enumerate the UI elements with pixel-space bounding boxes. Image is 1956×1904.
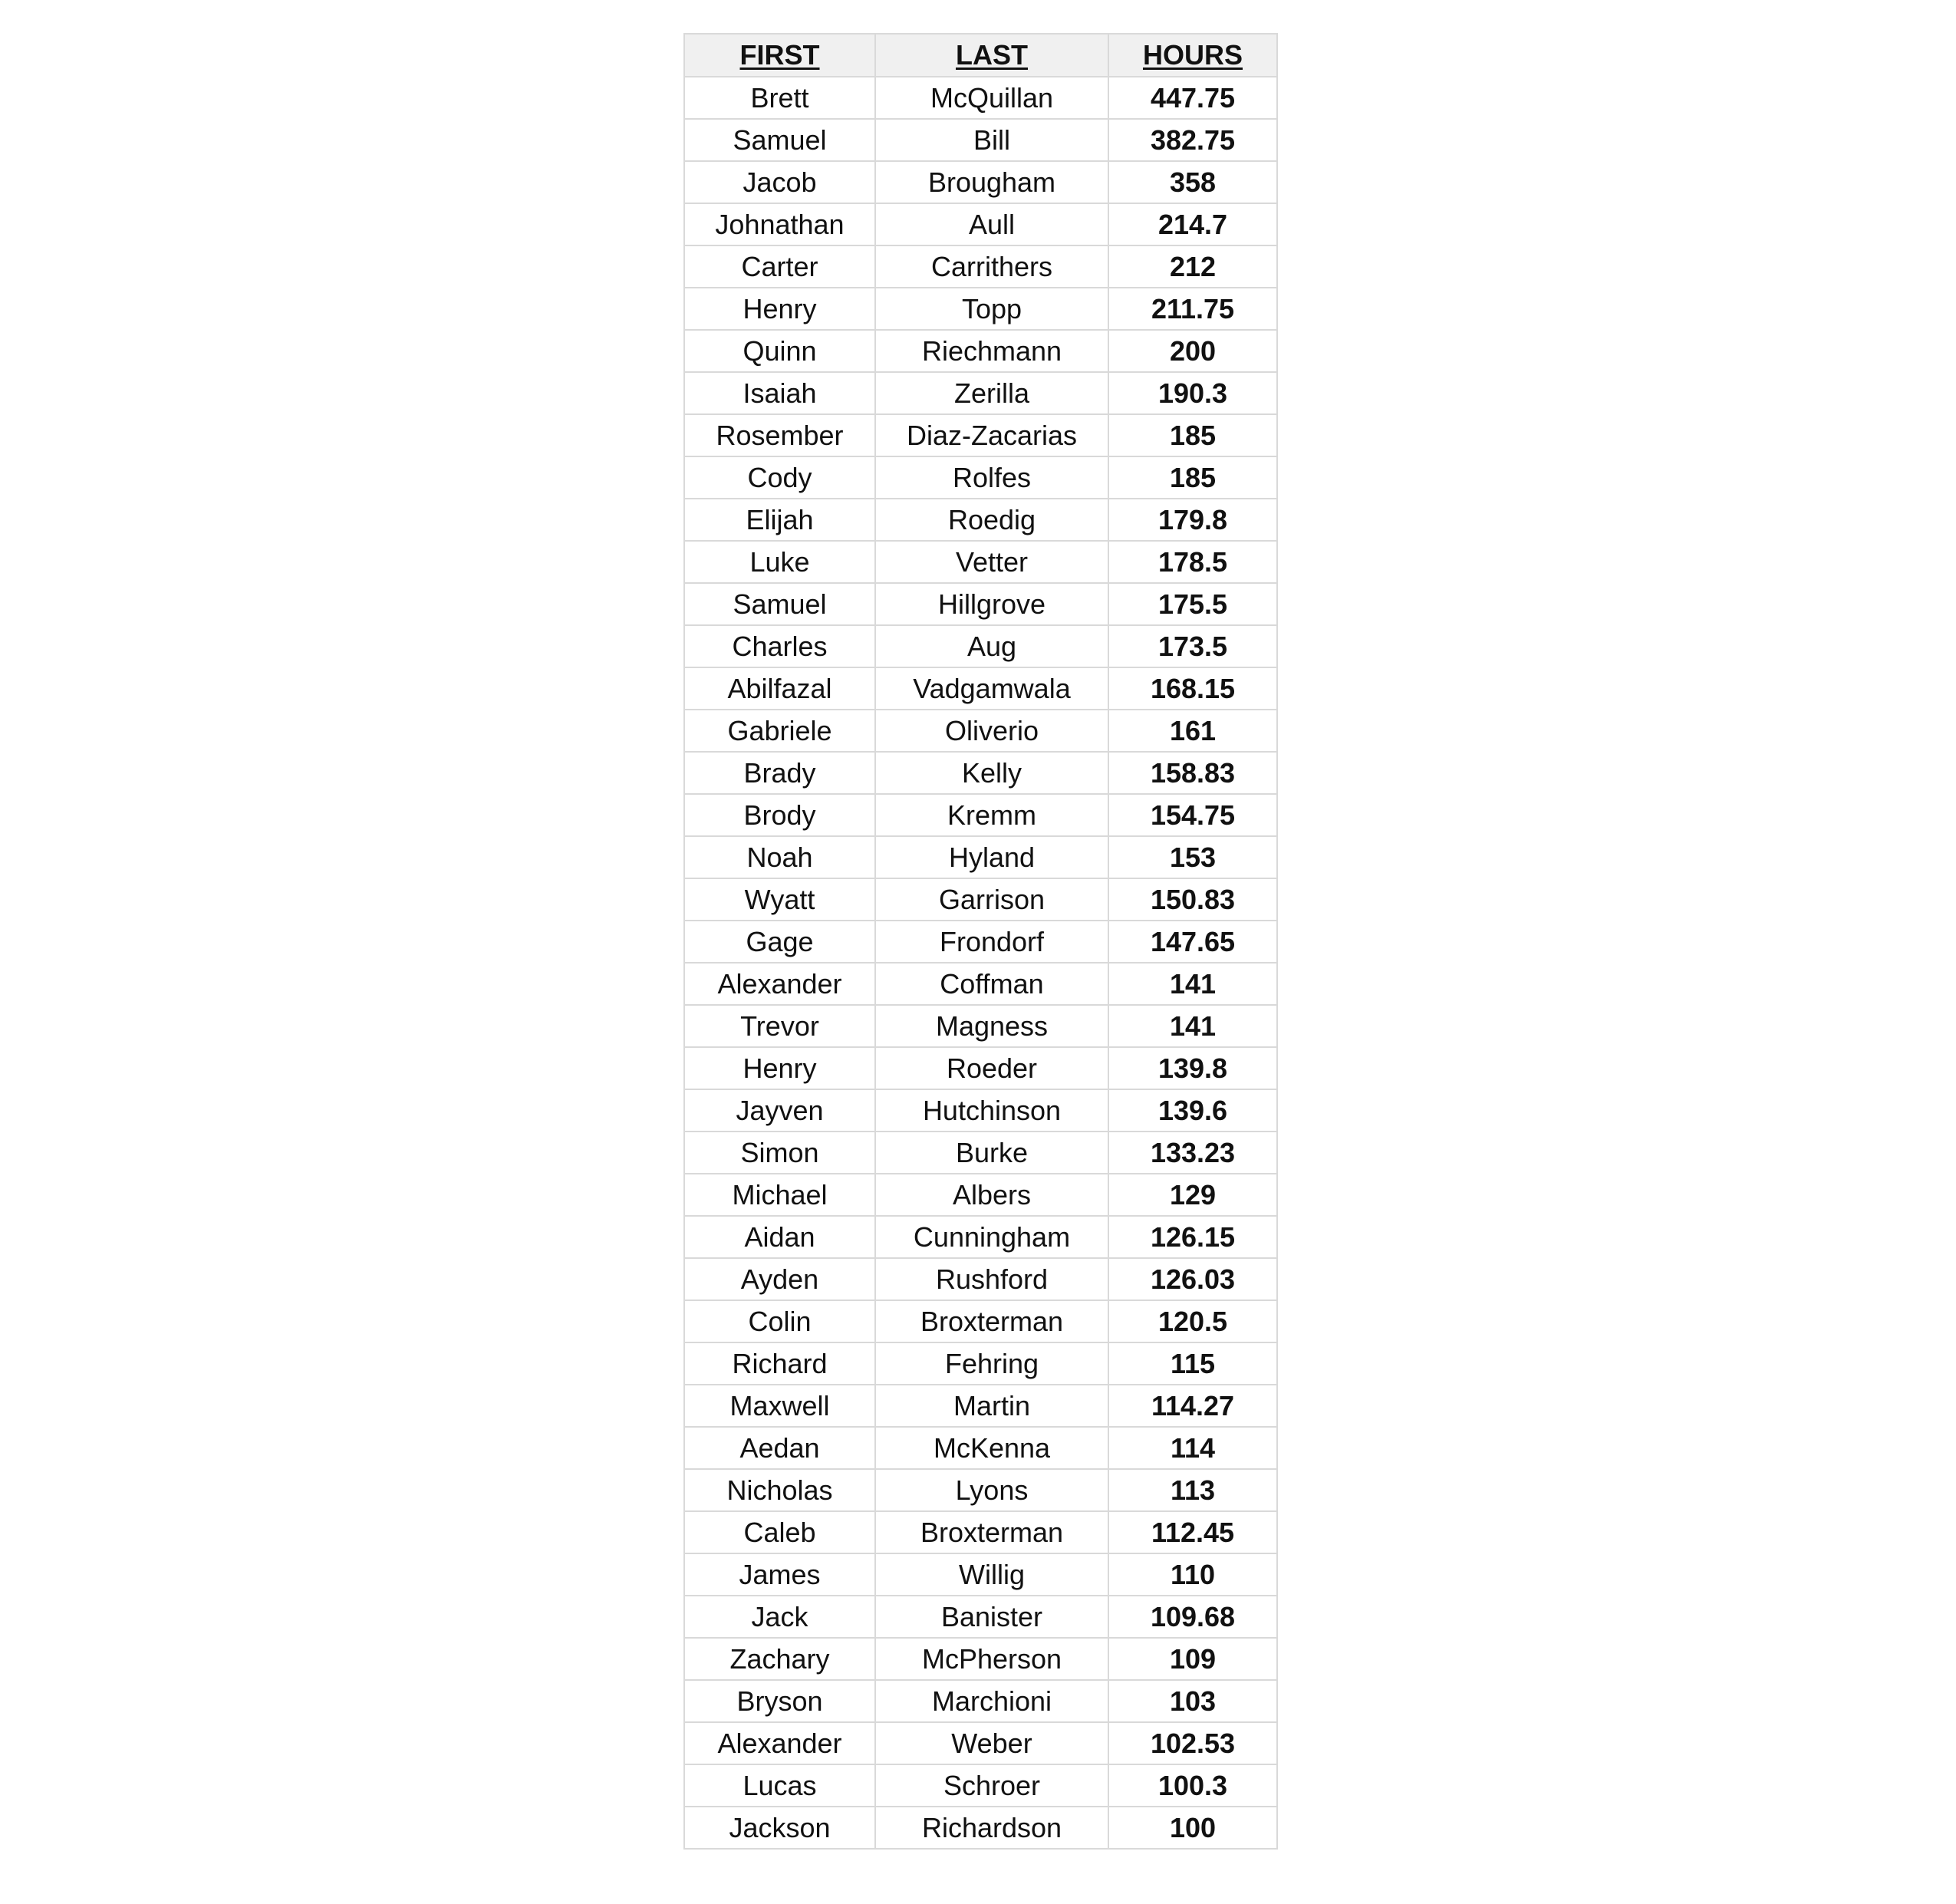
table-row bbox=[684, 161, 1277, 203]
hours-cell: 173.5 bbox=[1108, 625, 1277, 667]
table-row bbox=[684, 119, 1277, 161]
hours-cell: 147.65 bbox=[1108, 921, 1277, 963]
first-name-cell: Alexander bbox=[684, 1722, 875, 1764]
first-name-cell: Samuel bbox=[684, 583, 875, 625]
header-last: LAST bbox=[875, 34, 1108, 77]
first-name-cell: Carter bbox=[684, 245, 875, 288]
table-row bbox=[684, 1427, 1277, 1469]
first-name-cell: Samuel bbox=[684, 119, 875, 161]
first-name-cell: Noah bbox=[684, 836, 875, 878]
last-name-cell: Roeder bbox=[875, 1047, 1108, 1089]
first-name-cell: Aedan bbox=[684, 1427, 875, 1469]
hours-cell: 447.75 bbox=[1108, 77, 1277, 119]
table-row bbox=[684, 1047, 1277, 1089]
table-row bbox=[684, 752, 1277, 794]
last-name-cell: Zerilla bbox=[875, 372, 1108, 414]
first-name-cell: Henry bbox=[684, 288, 875, 330]
table-row bbox=[684, 1342, 1277, 1385]
last-name-cell: Aull bbox=[875, 203, 1108, 245]
first-name-cell: Jack bbox=[684, 1596, 875, 1638]
last-name-cell: Topp bbox=[875, 288, 1108, 330]
first-name-cell: Jacob bbox=[684, 161, 875, 203]
first-name-cell: Abilfazal bbox=[684, 667, 875, 710]
table-row bbox=[684, 1638, 1277, 1680]
last-name-cell: Schroer bbox=[875, 1764, 1108, 1807]
first-name-cell: Simon bbox=[684, 1132, 875, 1174]
hours-cell: 126.03 bbox=[1108, 1258, 1277, 1300]
last-name-cell: Rushford bbox=[875, 1258, 1108, 1300]
last-name-cell: Banister bbox=[875, 1596, 1108, 1638]
first-name-cell: Cody bbox=[684, 456, 875, 499]
last-name-cell: Frondorf bbox=[875, 921, 1108, 963]
first-name-cell: Alexander bbox=[684, 963, 875, 1005]
last-name-cell: McKenna bbox=[875, 1427, 1108, 1469]
table-row bbox=[684, 414, 1277, 456]
last-name-cell: Broxterman bbox=[875, 1511, 1108, 1553]
first-name-cell: Caleb bbox=[684, 1511, 875, 1553]
first-name-cell: Richard bbox=[684, 1342, 875, 1385]
table-row bbox=[684, 1174, 1277, 1216]
first-name-cell: Colin bbox=[684, 1300, 875, 1342]
last-name-cell: Diaz-Zacarias bbox=[875, 414, 1108, 456]
hours-cell: 133.23 bbox=[1108, 1132, 1277, 1174]
header-hours: HOURS bbox=[1108, 34, 1277, 77]
last-name-cell: Hyland bbox=[875, 836, 1108, 878]
table-row bbox=[684, 1553, 1277, 1596]
last-name-cell: Vetter bbox=[875, 541, 1108, 583]
last-name-cell: Broxterman bbox=[875, 1300, 1108, 1342]
table-row bbox=[684, 1764, 1277, 1807]
hours-cell: 154.75 bbox=[1108, 794, 1277, 836]
last-name-cell: Hutchinson bbox=[875, 1089, 1108, 1132]
hours-cell: 153 bbox=[1108, 836, 1277, 878]
header-row bbox=[684, 34, 1277, 77]
last-name-cell: Garrison bbox=[875, 878, 1108, 921]
table-row bbox=[684, 541, 1277, 583]
table-body bbox=[684, 77, 1277, 1849]
table-row bbox=[684, 836, 1277, 878]
hours-cell: 103 bbox=[1108, 1680, 1277, 1722]
hours-cell: 179.8 bbox=[1108, 499, 1277, 541]
first-name-cell: Brady bbox=[684, 752, 875, 794]
hours-cell: 129 bbox=[1108, 1174, 1277, 1216]
first-name-cell: Zachary bbox=[684, 1638, 875, 1680]
first-name-cell: Charles bbox=[684, 625, 875, 667]
first-name-cell: Ayden bbox=[684, 1258, 875, 1300]
first-name-cell: Wyatt bbox=[684, 878, 875, 921]
table-row bbox=[684, 245, 1277, 288]
hours-cell: 212 bbox=[1108, 245, 1277, 288]
table-row bbox=[684, 1469, 1277, 1511]
table-row bbox=[684, 1005, 1277, 1047]
hours-cell: 114.27 bbox=[1108, 1385, 1277, 1427]
last-name-cell: Brougham bbox=[875, 161, 1108, 203]
last-name-cell: Weber bbox=[875, 1722, 1108, 1764]
hours-cell: 150.83 bbox=[1108, 878, 1277, 921]
first-name-cell: Quinn bbox=[684, 330, 875, 372]
table-row bbox=[684, 794, 1277, 836]
last-name-cell: Carrithers bbox=[875, 245, 1108, 288]
table-row bbox=[684, 456, 1277, 499]
hours-cell: 141 bbox=[1108, 1005, 1277, 1047]
hours-cell: 211.75 bbox=[1108, 288, 1277, 330]
hours-cell: 113 bbox=[1108, 1469, 1277, 1511]
last-name-cell: Albers bbox=[875, 1174, 1108, 1216]
hours-cell: 141 bbox=[1108, 963, 1277, 1005]
table-row bbox=[684, 372, 1277, 414]
hours-cell: 114 bbox=[1108, 1427, 1277, 1469]
table-row bbox=[684, 1511, 1277, 1553]
table-row bbox=[684, 1089, 1277, 1132]
hours-cell: 120.5 bbox=[1108, 1300, 1277, 1342]
hours-cell: 126.15 bbox=[1108, 1216, 1277, 1258]
hours-cell: 382.75 bbox=[1108, 119, 1277, 161]
last-name-cell: Cunningham bbox=[875, 1216, 1108, 1258]
table-row bbox=[684, 499, 1277, 541]
table-row bbox=[684, 77, 1277, 119]
table-row bbox=[684, 921, 1277, 963]
first-name-cell: Luke bbox=[684, 541, 875, 583]
first-name-cell: Lucas bbox=[684, 1764, 875, 1807]
hours-cell: 100.3 bbox=[1108, 1764, 1277, 1807]
table-row bbox=[684, 710, 1277, 752]
first-name-cell: Isaiah bbox=[684, 372, 875, 414]
table-row bbox=[684, 1300, 1277, 1342]
table-row bbox=[684, 878, 1277, 921]
table-row bbox=[684, 330, 1277, 372]
last-name-cell: Riechmann bbox=[875, 330, 1108, 372]
last-name-cell: Magness bbox=[875, 1005, 1108, 1047]
first-name-cell: Elijah bbox=[684, 499, 875, 541]
hours-cell: 161 bbox=[1108, 710, 1277, 752]
last-name-cell: Roedig bbox=[875, 499, 1108, 541]
first-name-cell: Jackson bbox=[684, 1807, 875, 1849]
last-name-cell: Kelly bbox=[875, 752, 1108, 794]
hours-cell: 190.3 bbox=[1108, 372, 1277, 414]
last-name-cell: Martin bbox=[875, 1385, 1108, 1427]
last-name-cell: Kremm bbox=[875, 794, 1108, 836]
hours-cell: 185 bbox=[1108, 414, 1277, 456]
hours-table bbox=[683, 33, 1278, 1850]
last-name-cell: McPherson bbox=[875, 1638, 1108, 1680]
table-row bbox=[684, 667, 1277, 710]
first-name-cell: Bryson bbox=[684, 1680, 875, 1722]
first-name-cell: Brett bbox=[684, 77, 875, 119]
table-row bbox=[684, 625, 1277, 667]
first-name-cell: Gabriele bbox=[684, 710, 875, 752]
last-name-cell: Fehring bbox=[875, 1342, 1108, 1385]
hours-cell: 100 bbox=[1108, 1807, 1277, 1849]
first-name-cell: Johnathan bbox=[684, 203, 875, 245]
hours-cell: 139.8 bbox=[1108, 1047, 1277, 1089]
last-name-cell: Willig bbox=[875, 1553, 1108, 1596]
first-name-cell: Henry bbox=[684, 1047, 875, 1089]
hours-cell: 112.45 bbox=[1108, 1511, 1277, 1553]
table-row bbox=[684, 1258, 1277, 1300]
table-row bbox=[684, 203, 1277, 245]
table-row bbox=[684, 1216, 1277, 1258]
table-row bbox=[684, 1596, 1277, 1638]
hours-cell: 109 bbox=[1108, 1638, 1277, 1680]
first-name-cell: Brody bbox=[684, 794, 875, 836]
hours-cell: 185 bbox=[1108, 456, 1277, 499]
last-name-cell: Burke bbox=[875, 1132, 1108, 1174]
first-name-cell: Gage bbox=[684, 921, 875, 963]
table-row bbox=[684, 1680, 1277, 1722]
last-name-cell: Bill bbox=[875, 119, 1108, 161]
table-row bbox=[684, 1132, 1277, 1174]
first-name-cell: Aidan bbox=[684, 1216, 875, 1258]
hours-cell: 110 bbox=[1108, 1553, 1277, 1596]
hours-cell: 168.15 bbox=[1108, 667, 1277, 710]
last-name-cell: Hillgrove bbox=[875, 583, 1108, 625]
hours-cell: 214.7 bbox=[1108, 203, 1277, 245]
header-first: FIRST bbox=[684, 34, 875, 77]
last-name-cell: Marchioni bbox=[875, 1680, 1108, 1722]
hours-cell: 358 bbox=[1108, 161, 1277, 203]
table-row bbox=[684, 1807, 1277, 1849]
last-name-cell: Lyons bbox=[875, 1469, 1108, 1511]
table-row bbox=[684, 288, 1277, 330]
hours-cell: 102.53 bbox=[1108, 1722, 1277, 1764]
last-name-cell: Oliverio bbox=[875, 710, 1108, 752]
last-name-cell: Rolfes bbox=[875, 456, 1108, 499]
first-name-cell: Trevor bbox=[684, 1005, 875, 1047]
last-name-cell: McQuillan bbox=[875, 77, 1108, 119]
hours-cell: 158.83 bbox=[1108, 752, 1277, 794]
first-name-cell: James bbox=[684, 1553, 875, 1596]
hours-cell: 115 bbox=[1108, 1342, 1277, 1385]
table-row bbox=[684, 1722, 1277, 1764]
hours-cell: 109.68 bbox=[1108, 1596, 1277, 1638]
first-name-cell: Maxwell bbox=[684, 1385, 875, 1427]
hours-cell: 178.5 bbox=[1108, 541, 1277, 583]
hours-cell: 200 bbox=[1108, 330, 1277, 372]
first-name-cell: Michael bbox=[684, 1174, 875, 1216]
last-name-cell: Vadgamwala bbox=[875, 667, 1108, 710]
last-name-cell: Richardson bbox=[875, 1807, 1108, 1849]
hours-cell: 175.5 bbox=[1108, 583, 1277, 625]
last-name-cell: Aug bbox=[875, 625, 1108, 667]
table-row bbox=[684, 583, 1277, 625]
first-name-cell: Jayven bbox=[684, 1089, 875, 1132]
last-name-cell: Coffman bbox=[875, 963, 1108, 1005]
first-name-cell: Rosember bbox=[684, 414, 875, 456]
hours-cell: 139.6 bbox=[1108, 1089, 1277, 1132]
first-name-cell: Nicholas bbox=[684, 1469, 875, 1511]
table-row bbox=[684, 1385, 1277, 1427]
table-row bbox=[684, 963, 1277, 1005]
